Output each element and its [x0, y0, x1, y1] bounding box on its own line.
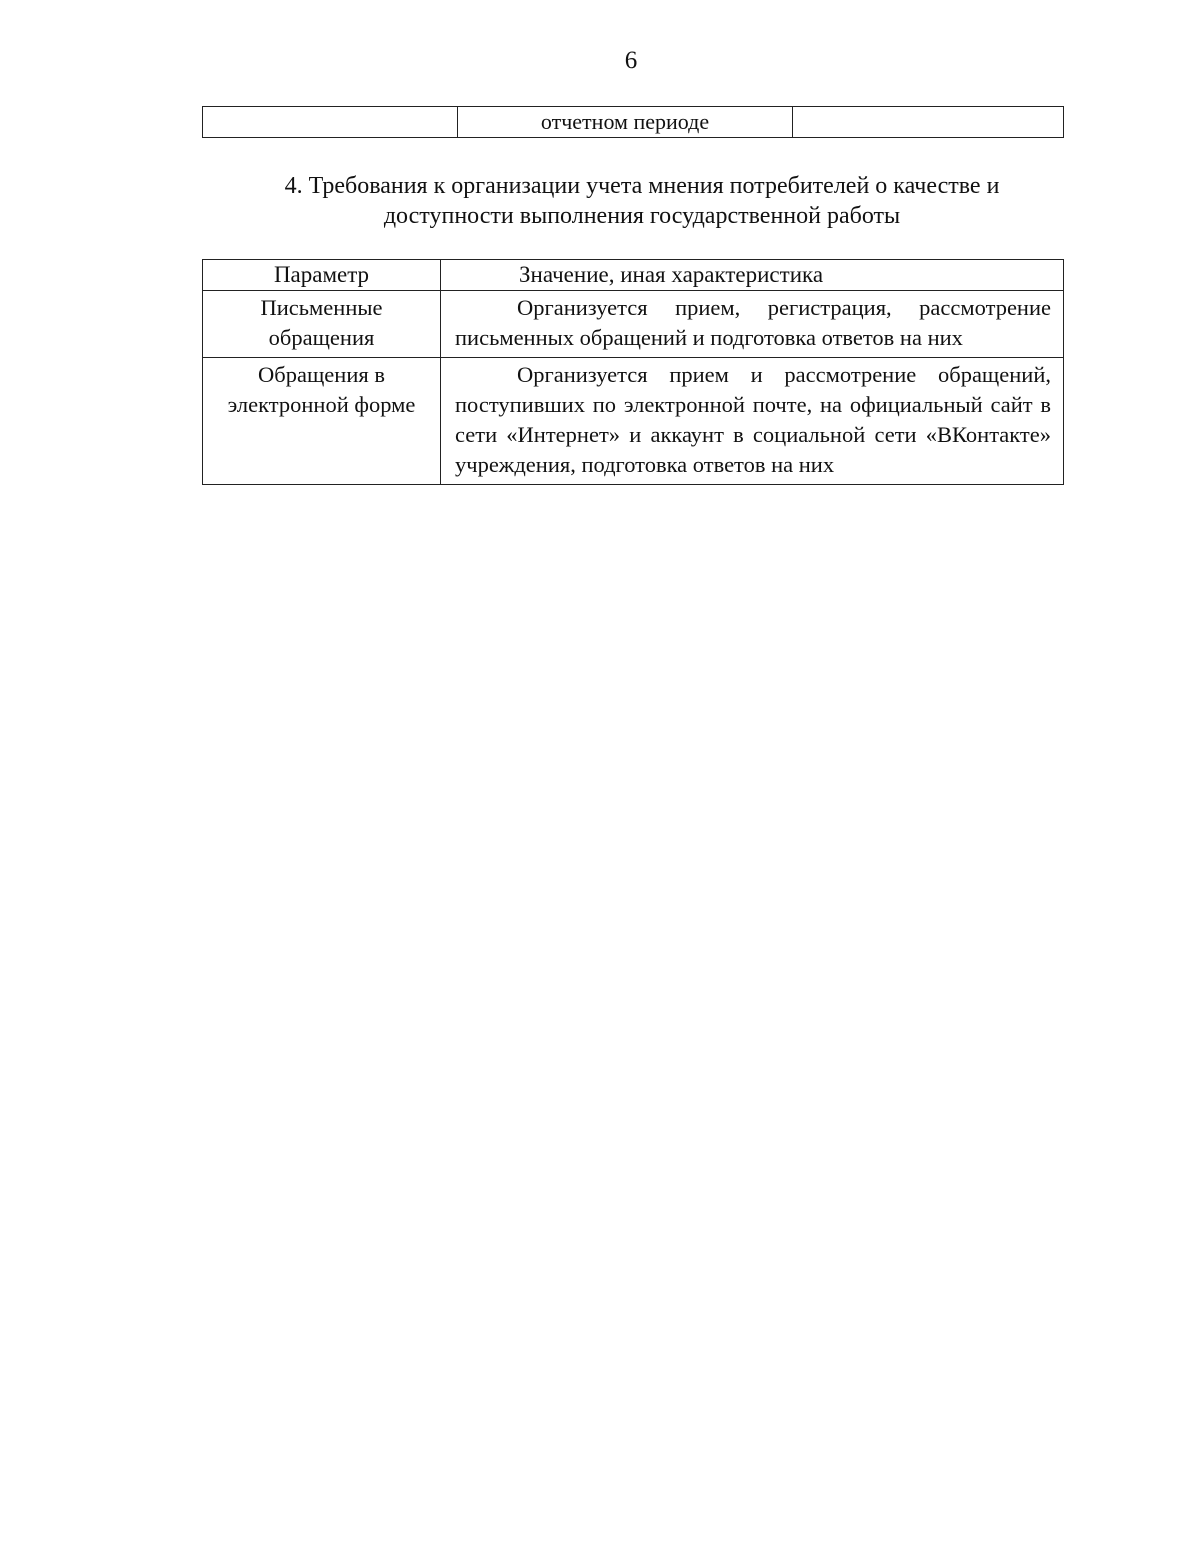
table-cell: [203, 107, 458, 138]
value-cell: Организуется прием и рассмотрение обращений, поступивших по электронной почте, на официальный сайт в сети «Интернет» и аккаунт в социальной сети «ВКонтакте» учреждения, подготовка ответов на них: [441, 358, 1064, 485]
continuation-table: [202, 106, 1064, 138]
table-header-row: [203, 260, 1064, 291]
table-cell: отчетном периоде: [458, 107, 793, 138]
page-number: 6: [624, 47, 638, 74]
value-cell: Организуется прием, регистрация, рассмотрение письменных обращений и подготовка ответов на них: [441, 291, 1064, 358]
column-header-parameter: Параметр: [203, 260, 441, 291]
section-heading-line: доступности выполнения государственной работы: [383, 203, 901, 229]
section-heading-line: 4. Требования к организации учета мнения потребителей о качестве и: [284, 173, 1000, 199]
requirements-table: [202, 259, 1064, 485]
section-heading: [202, 171, 1082, 231]
table-row: [203, 358, 1064, 485]
parameter-cell: Письменные обращения: [203, 291, 441, 358]
table-cell: [793, 107, 1064, 138]
parameter-cell: Обращения в электронной форме: [203, 358, 441, 485]
table-row: [203, 107, 1064, 138]
table-row: [203, 291, 1064, 358]
column-header-value: Значение, иная характеристика: [441, 260, 1064, 291]
